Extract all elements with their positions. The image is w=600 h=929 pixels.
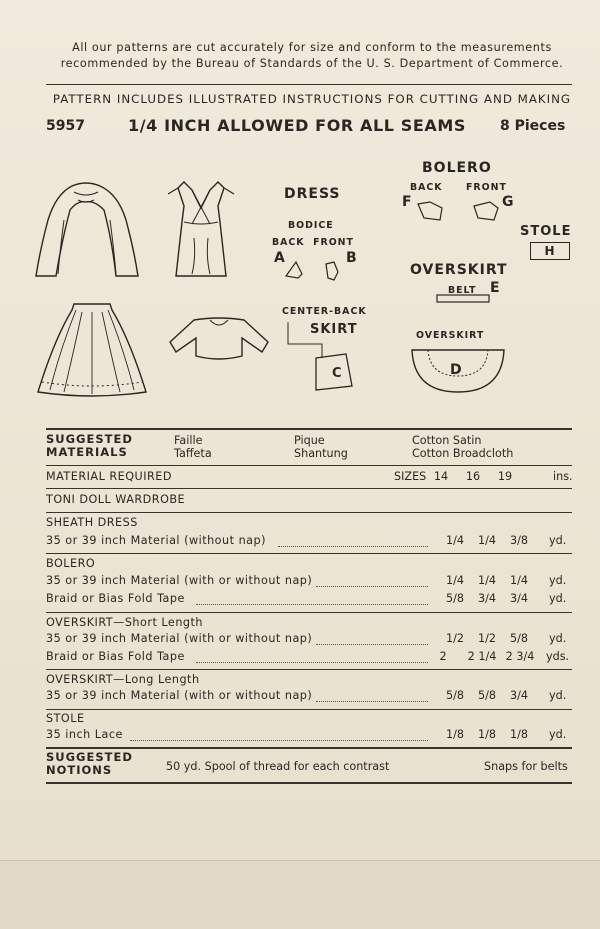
skirt-piece — [286, 318, 366, 394]
size-19: 19 — [497, 470, 513, 483]
leader-dots — [130, 740, 428, 741]
row-label: 35 or 39 inch Material (with or without nap) — [46, 632, 313, 645]
piece-h: H — [530, 242, 570, 260]
qty-size-14: 5/8 — [445, 592, 464, 605]
sizes-unit: ins. — [553, 470, 573, 483]
materials-label-line-2: MATERIALS — [46, 445, 128, 459]
notions-label-line-2: NOTIONS — [46, 763, 113, 777]
fabric-item: Cotton Satin — [412, 434, 482, 447]
bolero-illustration — [164, 316, 274, 364]
piece-d: D — [450, 362, 463, 378]
bolero-pieces — [414, 198, 510, 228]
row-label: 35 or 39 inch Material (with or without nap) — [46, 689, 313, 702]
pattern-number: 5957 — [46, 118, 85, 134]
row-label: 35 inch Lace — [46, 728, 123, 741]
qty-unit: yd. — [549, 592, 567, 605]
section-sheath-dress: SHEATH DRESS — [46, 516, 138, 529]
fabric-column-3 — [412, 434, 513, 460]
notions-thread: 50 yd. Spool of thread for each contrast — [166, 760, 390, 773]
qty-size-19: 2 3/4 — [505, 650, 535, 663]
section-stole: STOLE — [46, 712, 85, 725]
qty-size-14: 2 — [439, 650, 447, 663]
piece-g: G — [502, 194, 515, 210]
qty-size-19: 1/4 — [509, 574, 528, 587]
qty-size-16: 1/4 — [477, 534, 496, 547]
divider — [46, 465, 572, 466]
divider — [46, 782, 572, 784]
bodice-back-front: BACK FRONT — [272, 237, 354, 248]
seam-allowance: 1/4 INCH ALLOWED FOR ALL SEAMS — [128, 116, 467, 135]
qty-size-16: 1/4 — [477, 574, 496, 587]
qty-size-14: 1/4 — [445, 574, 464, 587]
qty-unit: yd. — [549, 728, 567, 741]
row-label: Braid or Bias Fold Tape — [46, 650, 185, 663]
belt-label: BELT — [448, 285, 477, 296]
dress-heading: DRESS — [284, 186, 341, 202]
size-16: 16 — [465, 470, 481, 483]
skirt-heading: SKIRT — [310, 322, 358, 337]
row-label: Braid or Bias Fold Tape — [46, 592, 185, 605]
piece-c: C — [332, 366, 343, 381]
row-label: 35 or 39 inch Material (with or without nap) — [46, 574, 313, 587]
qty-size-16: 1/2 — [477, 632, 496, 645]
overskirt-small-label: OVERSKIRT — [416, 330, 485, 341]
piece-e: E — [490, 280, 501, 296]
piece-count: 8 Pieces — [500, 118, 566, 134]
divider — [46, 747, 572, 749]
fabric-column-1 — [174, 434, 212, 460]
bolero-front-label: FRONT — [466, 182, 507, 193]
fabric-item: Taffeta — [174, 447, 212, 460]
bodice-pieces — [282, 254, 352, 286]
leader-dots — [316, 644, 428, 645]
qty-size-14: 1/2 — [445, 632, 464, 645]
paper-fold — [0, 860, 600, 929]
bolero-back-label: BACK — [410, 182, 443, 193]
fabric-column-2 — [294, 434, 348, 460]
qty-size-16: 3/4 — [477, 592, 496, 605]
qty-size-16: 5/8 — [477, 689, 496, 702]
bolero-heading: BOLERO — [422, 160, 492, 176]
qty-size-19: 1/8 — [509, 728, 528, 741]
leader-dots — [196, 662, 428, 663]
overskirt-heading: OVERSKIRT — [410, 262, 508, 278]
qty-unit: yd. — [549, 574, 567, 587]
size-14: 14 — [433, 470, 449, 483]
intro-text — [46, 40, 578, 72]
qty-size-19: 3/4 — [509, 592, 528, 605]
stole-illustration — [34, 180, 140, 280]
fabric-item: Faille — [174, 434, 203, 447]
qty-unit: yd. — [549, 632, 567, 645]
center-back-label: CENTER-BACK — [282, 306, 367, 317]
qty-size-19: 5/8 — [509, 632, 528, 645]
stole-heading: STOLE — [520, 224, 572, 239]
dress-illustration — [162, 178, 240, 280]
leader-dots — [316, 586, 428, 587]
divider — [46, 612, 572, 613]
belt-piece — [436, 294, 492, 304]
skirt-illustration — [34, 300, 150, 400]
qty-unit: yd. — [549, 534, 567, 547]
divider — [46, 488, 572, 489]
qty-size-14: 1/4 — [445, 534, 464, 547]
leader-dots — [196, 604, 428, 605]
material-required-label: MATERIAL REQUIRED — [46, 470, 172, 483]
fabric-item: Shantung — [294, 447, 348, 460]
notions-snaps: Snaps for belts — [484, 760, 568, 773]
qty-unit: yds. — [546, 650, 570, 663]
divider — [46, 428, 572, 430]
qty-size-19: 3/8 — [509, 534, 528, 547]
intro-line-2: recommended by the Bureau of Standards of the U. S. Department of Commerce. — [60, 57, 564, 70]
qty-size-14: 1/8 — [445, 728, 464, 741]
fabric-item: Pique — [294, 434, 325, 447]
leader-dots — [316, 701, 428, 702]
divider — [46, 512, 572, 513]
qty-size-16: 2 1/4 — [467, 650, 497, 663]
leader-dots — [278, 546, 428, 547]
notions-label — [46, 751, 133, 777]
piece-a: A — [274, 250, 286, 266]
divider — [46, 669, 572, 670]
piece-b: B — [346, 250, 358, 266]
section-bolero: BOLERO — [46, 557, 96, 570]
divider — [46, 84, 572, 85]
qty-size-19: 3/4 — [509, 689, 528, 702]
qty-size-14: 5/8 — [445, 689, 464, 702]
notions-label-line-1: SUGGESTED — [46, 750, 133, 764]
row-label: 35 or 39 inch Material (without nap) — [46, 534, 266, 547]
divider — [46, 709, 572, 710]
materials-label-line-1: SUGGESTED — [46, 432, 133, 446]
sizes-label: SIZES — [394, 470, 427, 483]
fabric-item: Cotton Broadcloth — [412, 447, 514, 460]
section-overskirt-short: OVERSKIRT—Short Length — [46, 616, 203, 629]
includes-line: PATTERN INCLUDES ILLUSTRATED INSTRUCTIONS FOR CUTTING AND MAKING — [52, 92, 572, 106]
wardrobe-title: TONI DOLL WARDROBE — [46, 493, 186, 506]
piece-f: F — [402, 194, 413, 210]
divider — [46, 553, 572, 554]
qty-unit: yd. — [549, 689, 567, 702]
materials-label — [46, 433, 133, 459]
qty-size-16: 1/8 — [477, 728, 496, 741]
section-overskirt-long: OVERSKIRT—Long Length — [46, 673, 200, 686]
intro-line-1: All our patterns are cut accurately for size and conform to the measurements — [72, 41, 552, 54]
bodice-heading: BODICE — [288, 220, 334, 231]
